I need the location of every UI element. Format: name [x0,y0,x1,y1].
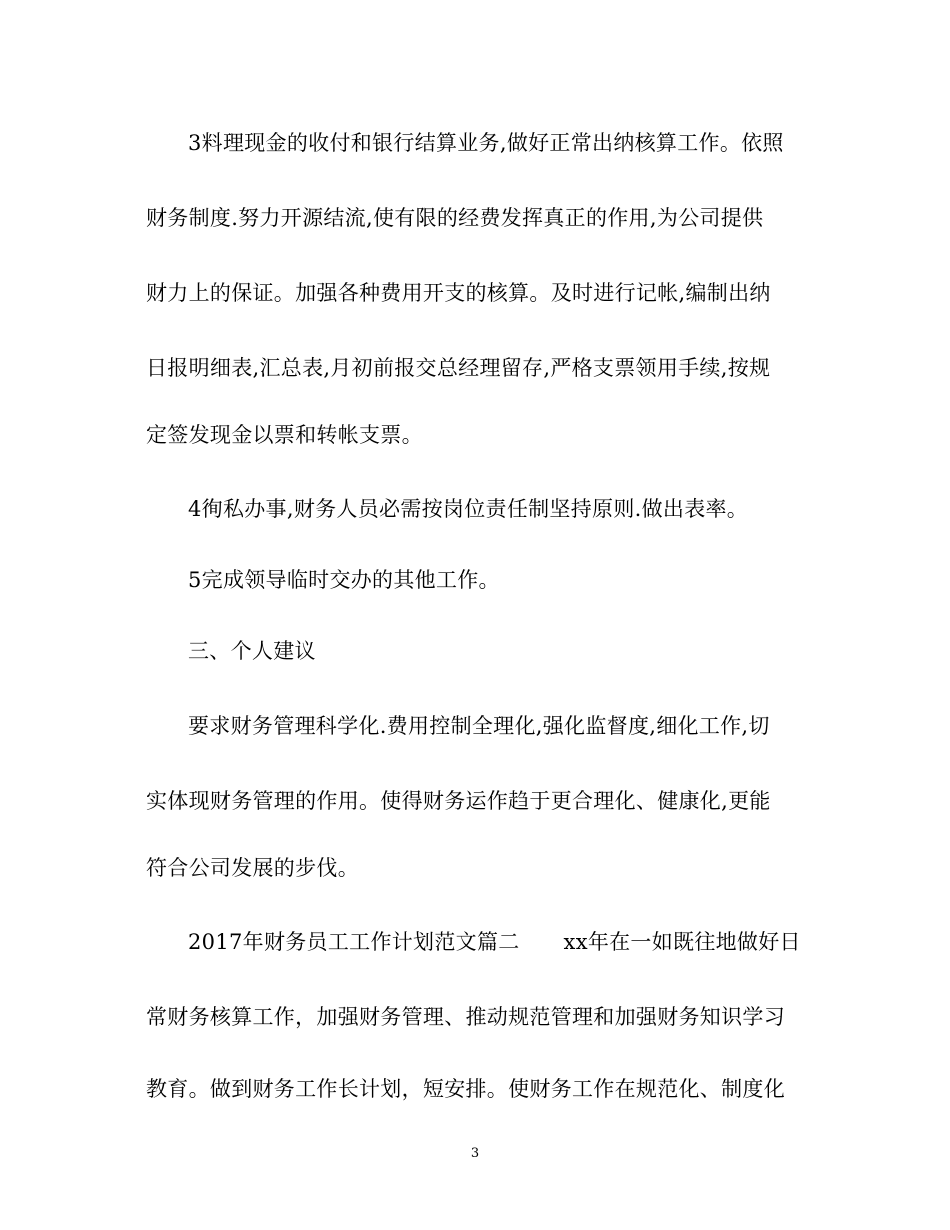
paragraph-line: 财务制度.努力开源结流,使有限的经费发挥真正的作用,为公司提供 [146,206,764,230]
paragraph-line: 常财务核算工作，加强财务管理、推动规范管理和加强财务知识学习 [146,1005,785,1029]
paragraph-line: 要求财务管理科学化.费用控制全理化,强化监督度,细化工作,切 [188,714,770,738]
section-heading: 三、个人建议 [188,639,316,663]
paragraph-line [188,927,858,957]
paragraph-line: 4徇私办事,财务人员必需按岗位责任制坚持原则.做出表率。 [188,497,749,521]
paragraph-line: 财力上的保证。加强各种费用开支的核算。及时进行记帐,编制出纳 [146,281,771,305]
paragraph-line: 符合公司发展的步伐。 [146,856,359,880]
page-number: 3 [470,1146,480,1161]
paragraph-start: xx年在一如既往地做好日 [563,930,801,954]
paragraph-line: 3料理现金的收付和银行结算业务,做好正常出纳核算工作。依照 [188,131,784,155]
paragraph-line: 5完成领导临时交办的其他工作。 [188,568,500,592]
paragraph-line: 定签发现金以票和转帐支票。 [146,423,423,447]
paragraph-line: 实体现财务管理的作用。使得财务运作趋于更合理化、健康化,更能 [146,789,771,813]
article-title: 2017年财务员工工作计划范文篇二 [188,930,520,954]
paragraph-line: 教育。做到财务工作长计划，短安排。使财务工作在规范化、制度化 [146,1077,785,1101]
paragraph-line: 日报明细表,汇总表,月初前报交总经理留存,严格支票领用手续,按规 [146,356,771,380]
